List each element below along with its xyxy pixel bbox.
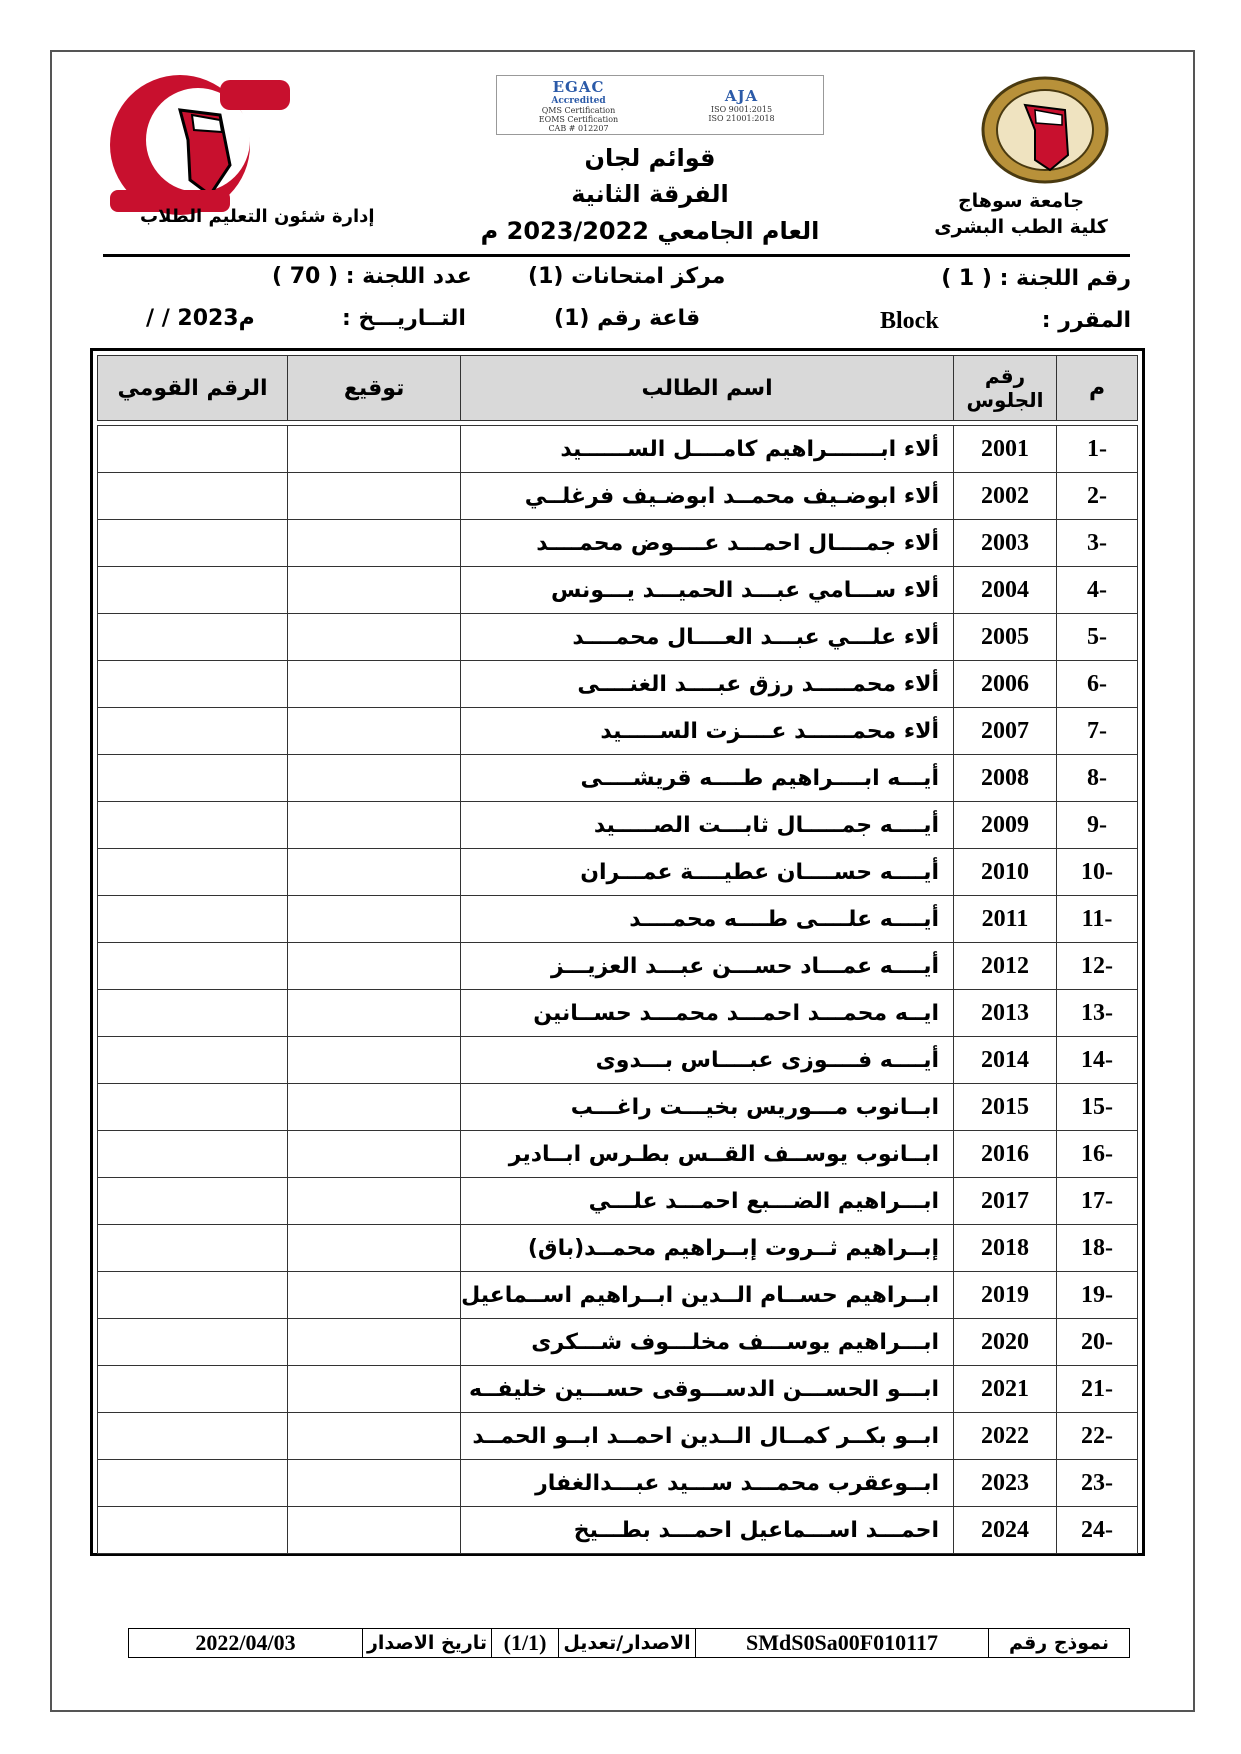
national-id-cell[interactable] (98, 1272, 288, 1319)
table-row (98, 1413, 1138, 1460)
student-name: إبــراهيم ثــروت إبــراهيم محمــد(باق) (461, 1225, 954, 1272)
form-footer (128, 1628, 1130, 1658)
version-value: (1/1) (491, 1629, 558, 1657)
table-row (98, 567, 1138, 614)
national-id-cell[interactable] (98, 1084, 288, 1131)
student-name: أيــــه علــــى طــــه محمــــد (461, 896, 954, 943)
table-row (98, 990, 1138, 1037)
row-index: 3- (1057, 520, 1138, 567)
student-name: ألاء جمــــال احمـــد عــــوض محمــــد (461, 520, 954, 567)
document-title: قوائم لجان الفرقة الثانية العام الجامعي 2023/2022 م (480, 144, 820, 245)
national-id-cell[interactable] (98, 1366, 288, 1413)
student-name: ألاء محمــــــد عــــزت الســـــيد (461, 708, 954, 755)
header-divider (103, 254, 1130, 257)
table-body (98, 426, 1138, 1554)
table-row (98, 1366, 1138, 1413)
student-name: ابــراهيم حســام الــدين ابــراهيم اســماعيل (461, 1272, 954, 1319)
signature-cell[interactable] (288, 614, 461, 661)
seat-number: 2005 (954, 614, 1057, 661)
course-value: Block (880, 308, 939, 334)
certification-logos (496, 75, 824, 135)
table-row (98, 802, 1138, 849)
row-index: 10- (1057, 849, 1138, 896)
seat-number: 2015 (954, 1084, 1057, 1131)
signature-cell[interactable] (288, 1037, 461, 1084)
signature-cell[interactable] (288, 520, 461, 567)
version-label: الاصدار/تعديل (558, 1629, 695, 1657)
seat-number: 2022 (954, 1413, 1057, 1460)
student-name: أيــــه جمـــــال ثابـــت الصـــــيد (461, 802, 954, 849)
row-index: 19- (1057, 1272, 1138, 1319)
signature-cell[interactable] (288, 1319, 461, 1366)
university-seal (980, 75, 1110, 185)
table-row (98, 708, 1138, 755)
student-name: ألاء ابـــــــراهيم كامــــل الســــــيد (461, 426, 954, 473)
issue-date-label: تاريخ الاصدار (362, 1629, 491, 1657)
table-row (98, 614, 1138, 661)
national-id-cell[interactable] (98, 661, 288, 708)
university-name: جامعة سوهاج كلية الطب البشرى (934, 190, 1108, 238)
row-index: 15- (1057, 1084, 1138, 1131)
table-row (98, 755, 1138, 802)
national-id-cell[interactable] (98, 1131, 288, 1178)
seat-number: 2009 (954, 802, 1057, 849)
student-name: ابـــراهيم يوســـف مخلـــوف شـــكرى (461, 1319, 954, 1366)
table-row (98, 661, 1138, 708)
national-id-cell[interactable] (98, 567, 288, 614)
department-name: إدارة شئون التعليم الطلاب (140, 206, 375, 227)
signature-cell[interactable] (288, 755, 461, 802)
row-index: 18- (1057, 1225, 1138, 1272)
row-index: 8- (1057, 755, 1138, 802)
national-id-cell[interactable] (98, 1413, 288, 1460)
signature-cell[interactable] (288, 802, 461, 849)
student-name: ألاء علـــي عبـــد العــــال محمــــد (461, 614, 954, 661)
row-index: 16- (1057, 1131, 1138, 1178)
seat-number: 2013 (954, 990, 1057, 1037)
row-index: 23- (1057, 1460, 1138, 1507)
seat-number: 2003 (954, 520, 1057, 567)
signature-cell[interactable] (288, 990, 461, 1037)
table-row (98, 1319, 1138, 1366)
row-index: 4- (1057, 567, 1138, 614)
seat-number: 2020 (954, 1319, 1057, 1366)
student-name: أيــــه حســــان عطيــــة عمـــران (461, 849, 954, 896)
national-id-cell[interactable] (98, 520, 288, 567)
national-id-cell[interactable] (98, 473, 288, 520)
student-name: ابـــو الحســـن الدســـوقى حســـين خليفــه (461, 1366, 954, 1413)
national-id-cell[interactable] (98, 849, 288, 896)
date-label: التــاريـــخ : (342, 306, 466, 331)
signature-cell[interactable] (288, 473, 461, 520)
table-row (98, 473, 1138, 520)
signature-cell[interactable] (288, 896, 461, 943)
seat-number: 2001 (954, 426, 1057, 473)
seat-number: 2024 (954, 1507, 1057, 1554)
signature-cell[interactable] (288, 426, 461, 473)
seat-number: 2018 (954, 1225, 1057, 1272)
student-name: ابــو بكــر كمــال الــدين احمــد ابــو الحمــد (461, 1413, 954, 1460)
row-index: 13- (1057, 990, 1138, 1037)
seat-number: 2012 (954, 943, 1057, 990)
table-row (98, 520, 1138, 567)
student-name: ابــانوب مـــوريس بخيـــت راغـــب (461, 1084, 954, 1131)
table-row (98, 1084, 1138, 1131)
signature-cell[interactable] (288, 1225, 461, 1272)
row-index: 2- (1057, 473, 1138, 520)
row-index: 9- (1057, 802, 1138, 849)
student-name: احمـــد اســـماعيل احمـــد بطـــيخ (461, 1507, 954, 1554)
seat-number: 2023 (954, 1460, 1057, 1507)
table-row (98, 1460, 1138, 1507)
seat-number: 2017 (954, 1178, 1057, 1225)
row-index: 21- (1057, 1366, 1138, 1413)
national-id-cell[interactable] (98, 990, 288, 1037)
signature-cell[interactable] (288, 1507, 461, 1554)
row-index: 14- (1057, 1037, 1138, 1084)
national-id-cell[interactable] (98, 1178, 288, 1225)
seat-number: 2021 (954, 1366, 1057, 1413)
national-id-cell[interactable] (98, 755, 288, 802)
signature-cell[interactable] (288, 1084, 461, 1131)
hall-number: قاعة رقم (1) (554, 306, 701, 331)
form-number-label: نموذج رقم (988, 1629, 1129, 1657)
student-name: ألاء ابوضـيف محمــد ابوضـيف فرغلــي (461, 473, 954, 520)
national-id-cell[interactable] (98, 1225, 288, 1272)
table-row (98, 426, 1138, 473)
students-table-grid (97, 355, 1138, 1554)
signature-cell[interactable] (288, 849, 461, 896)
faculty-logo (70, 70, 300, 220)
exam-center: مركز امتحانات (1) (528, 264, 726, 289)
row-index: 20- (1057, 1319, 1138, 1366)
student-name: أيـــه ابــــراهيم طــــه قريشــــى (461, 755, 954, 802)
seat-number: 2019 (954, 1272, 1057, 1319)
table-row (98, 1131, 1138, 1178)
signature-cell[interactable] (288, 708, 461, 755)
seat-number: 2016 (954, 1131, 1057, 1178)
table-row (98, 1037, 1138, 1084)
row-index: 6- (1057, 661, 1138, 708)
table-row (98, 896, 1138, 943)
national-id-cell[interactable] (98, 896, 288, 943)
table-row (98, 1507, 1138, 1554)
seat-number: 2014 (954, 1037, 1057, 1084)
national-id-cell[interactable] (98, 614, 288, 661)
row-index: 11- (1057, 896, 1138, 943)
row-index: 24- (1057, 1507, 1138, 1554)
row-index: 17- (1057, 1178, 1138, 1225)
national-id-cell[interactable] (98, 802, 288, 849)
date-value: / / 2023م (146, 306, 255, 331)
signature-cell[interactable] (288, 1413, 461, 1460)
signature-cell[interactable] (288, 943, 461, 990)
seat-number: 2006 (954, 661, 1057, 708)
table-row (98, 1272, 1138, 1319)
table-row (98, 943, 1138, 990)
national-id-cell[interactable] (98, 1037, 288, 1084)
national-id-cell[interactable] (98, 943, 288, 990)
signature-cell[interactable] (288, 1366, 461, 1413)
aja-logo: AJA ISO 9001:2015 ISO 21001:2018 (708, 87, 775, 123)
student-name: أيــــه عمـــاد حســـن عبـــد العزيـــز (461, 943, 954, 990)
students-table (90, 348, 1145, 1556)
row-index: 1- (1057, 426, 1138, 473)
row-index: 12- (1057, 943, 1138, 990)
row-index: 22- (1057, 1413, 1138, 1460)
table-row (98, 1225, 1138, 1272)
row-index: 7- (1057, 708, 1138, 755)
course-label: المقرر : (1041, 308, 1131, 333)
signature-cell[interactable] (288, 1178, 461, 1225)
seat-number: 2010 (954, 849, 1057, 896)
signature-cell[interactable] (288, 1460, 461, 1507)
signature-cell[interactable] (288, 661, 461, 708)
student-name: ألاء ســـامي عبـــد الحميـــد يـــونس (461, 567, 954, 614)
form-number-value: SMdS0Sa00F010117 (695, 1629, 988, 1657)
col-header-name: اسم الطالب (461, 356, 954, 421)
signature-cell[interactable] (288, 1272, 461, 1319)
student-name: أيــــه فــــوزى عبــــاس بـــدوى (461, 1037, 954, 1084)
col-header-national-id: الرقم القومي (98, 356, 288, 421)
national-id-cell[interactable] (98, 1507, 288, 1554)
col-header-index: م (1057, 356, 1138, 421)
student-name: ابــوعقرب محمـــد ســـيد عبـــدالغفار (461, 1460, 954, 1507)
national-id-cell[interactable] (98, 426, 288, 473)
seat-number: 2008 (954, 755, 1057, 802)
national-id-cell[interactable] (98, 708, 288, 755)
seat-number: 2011 (954, 896, 1057, 943)
national-id-cell[interactable] (98, 1460, 288, 1507)
table-row (98, 849, 1138, 896)
student-name: ايــه محمـــد احمـــد محمـــد حســانين (461, 990, 954, 1037)
seat-number: 2004 (954, 567, 1057, 614)
col-header-signature: توقيع (288, 356, 461, 421)
egac-logo: EGAC Accredited QMS Certification EOMS Certification CAB # 012207 (538, 77, 619, 133)
student-name: ألاء محمـــــد رزق عبــــد الغنــــى (461, 661, 954, 708)
row-index: 5- (1057, 614, 1138, 661)
seat-number: 2007 (954, 708, 1057, 755)
signature-cell[interactable] (288, 567, 461, 614)
student-name: ابـــراهيم الضـــبع احمـــد علـــي (461, 1178, 954, 1225)
issue-date-value: 2022/04/03 (195, 1630, 296, 1655)
table-row (98, 1178, 1138, 1225)
signature-cell[interactable] (288, 1131, 461, 1178)
committee-count: عدد اللجنة : ( 70 ) (272, 264, 472, 289)
col-header-seat: رقم الجلوس (954, 356, 1057, 421)
seat-number: 2002 (954, 473, 1057, 520)
national-id-cell[interactable] (98, 1319, 288, 1366)
student-name: ابــانوب يوســف القــس بطـرس ابــادير (461, 1131, 954, 1178)
committee-number: رقم اللجنة : ( 1 ) (941, 266, 1131, 291)
